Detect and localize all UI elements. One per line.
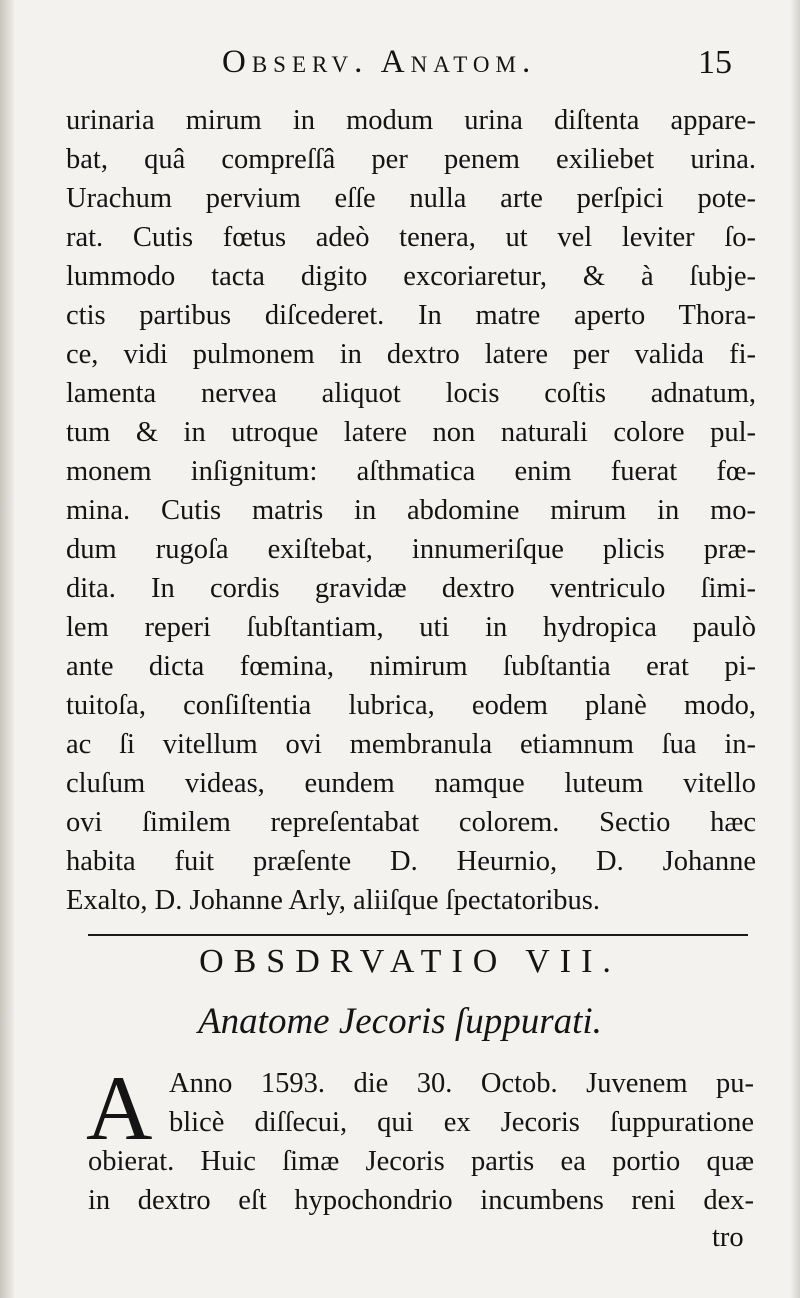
running-head: Observ. Anatom. [222,44,537,80]
text-line: in dextro eſt hypochondrio incumbens reni dex- [88,1185,754,1216]
text-line: Urachum pervium eſſe nulla arte perſpici pote- [66,183,756,214]
catchword: tro [712,1222,744,1253]
observation-body [88,1142,754,1220]
text-line: lamenta nervea aliquot locis coſtis adnatum, [66,378,756,409]
text-line: urinaria mirum in modum urina diſtenta appare- [66,105,756,136]
page-edge-left [0,0,14,1298]
text-line: mina. Cutis matris in abdomine mirum in mo- [66,495,756,526]
text-line: tum & in utroque latere non naturali colore pul- [66,417,756,448]
body-text [66,101,756,920]
observation-subtitle: Anatome Jecoris ſuppurati. [198,1001,602,1042]
section-divider [88,934,748,936]
page-number: 15 [698,44,732,81]
text-line: dum rugoſa exiſtebat, innumeriſque plicis præ- [66,534,756,565]
text-line: cluſum videas, eundem namque luteum vitello [66,768,756,799]
text-line: lummodo tacta digito excoriaretur, & à ſubje- [66,261,756,292]
text-line: Exalto, D. Johanne Arly, aliiſque ſpectatoribus. [66,885,600,916]
drop-cap: A [86,1057,153,1159]
text-line: ce, vidi pulmonem in dextro latere per valida fi- [66,339,756,370]
text-line: rat. Cutis fœtus adeò tenera, ut vel leviter ſo- [66,222,756,253]
text-line: ante dicta fœmina, nimirum ſubſtantia erat pi- [66,651,756,682]
text-line: monem inſignitum: aſthmatica enim fuerat fœ- [66,456,756,487]
opening-lines [169,1064,754,1142]
text-line: tuitoſa, conſiſtentia lubrica, eodem planè modo, [66,690,756,721]
text-line: ac ſi vitellum ovi membranula etiamnum ſua in- [66,729,756,760]
text-line: dita. In cordis gravidæ dextro ventriculo ſimi- [66,573,756,604]
page-edge-right [790,0,800,1298]
text-line: Anno 1593. die 30. Octob. Juvenem pu- [169,1068,754,1099]
text-line: ctis partibus diſcederet. In matre aperto Thora- [66,300,756,331]
text-line: blicè diſſecui, qui ex Jecoris ſuppuratione [169,1107,754,1138]
text-line: bat, quâ compreſſâ per penem exiliebet urina. [66,144,756,175]
text-line: lem reperi ſubſtantiam, uti in hydropica paulò [66,612,756,643]
text-line: obierat. Huic ſimæ Jecoris partis ea portio quæ [88,1146,754,1177]
text-line: ovi ſimilem repreſentabat colorem. Sectio hæc [66,807,756,838]
text-line: habita fuit præſente D. Heurnio, D. Johanne [66,846,756,877]
observation-heading: OBSDRVATIO VII. [199,943,621,980]
